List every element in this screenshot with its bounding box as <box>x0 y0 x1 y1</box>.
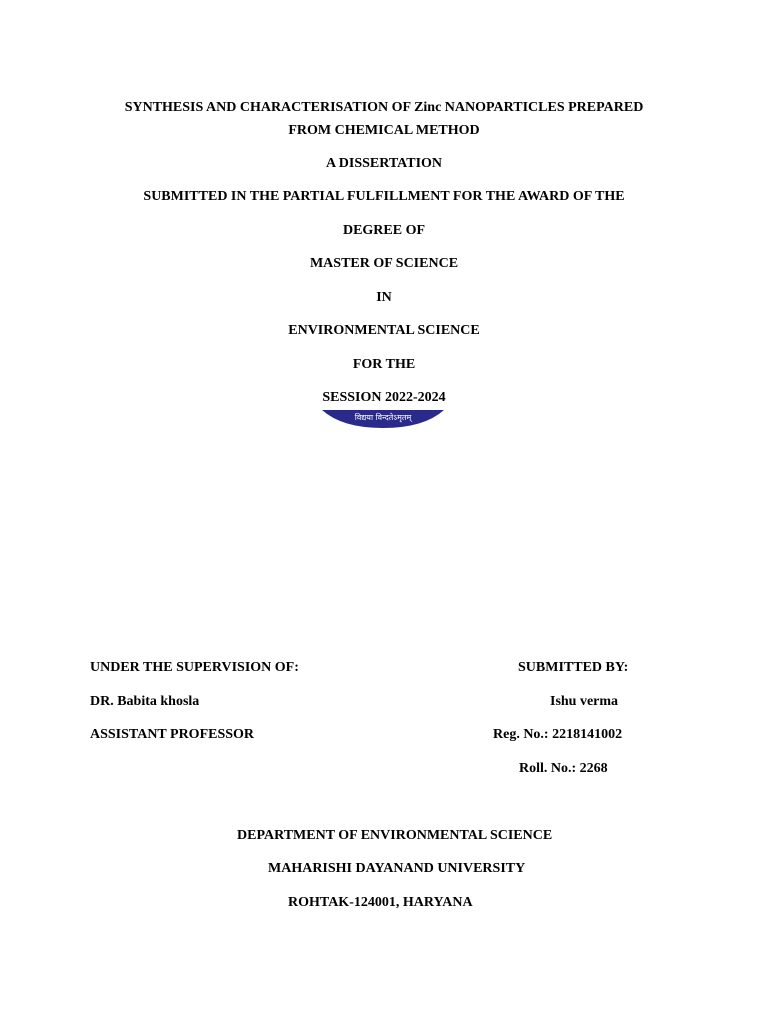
session-label: SESSION 2022-2024 <box>322 390 446 405</box>
subject-name: ENVIRONMENTAL SCIENCE <box>288 323 480 338</box>
department-name: DEPARTMENT OF ENVIRONMENTAL SCIENCE <box>237 828 553 843</box>
in-label: IN <box>376 290 392 305</box>
university-emblem-ribbon <box>320 408 446 430</box>
submitted-by-heading: SUBMITTED BY: <box>518 660 629 675</box>
dissertation-label: A DISSERTATION <box>325 156 443 171</box>
university-address: ROHTAK-124001, HARYANA <box>288 895 473 910</box>
for-the-label: FOR THE <box>352 357 416 372</box>
supervisor-name: DR. Babita khosla <box>90 694 200 709</box>
degree-name: MASTER OF SCIENCE <box>309 256 459 271</box>
title-line-2: FROM CHEMICAL METHOD <box>288 123 480 138</box>
degree-of-label: DEGREE OF <box>342 223 426 238</box>
roll-number: Roll. No.: 2268 <box>519 761 608 776</box>
emblem-motto: विद्यया विन्दतेऽमृतम् <box>354 413 412 422</box>
university-name: MAHARISHI DAYANAND UNIVERSITY <box>268 861 526 876</box>
document-title <box>90 96 678 142</box>
registration-number: Reg. No.: 2218141002 <box>493 727 623 742</box>
supervision-heading: UNDER THE SUPERVISION OF: <box>90 660 299 675</box>
student-name: Ishu verma <box>550 694 619 709</box>
title-line-1: SYNTHESIS AND CHARACTERISATION OF Zinc NANOPARTICLES PREPARED <box>124 100 644 115</box>
submission-statement: SUBMITTED IN THE PARTIAL FULFILLMENT FOR THE AWARD OF THE <box>143 189 625 204</box>
supervisor-designation: ASSISTANT PROFESSOR <box>90 727 255 742</box>
